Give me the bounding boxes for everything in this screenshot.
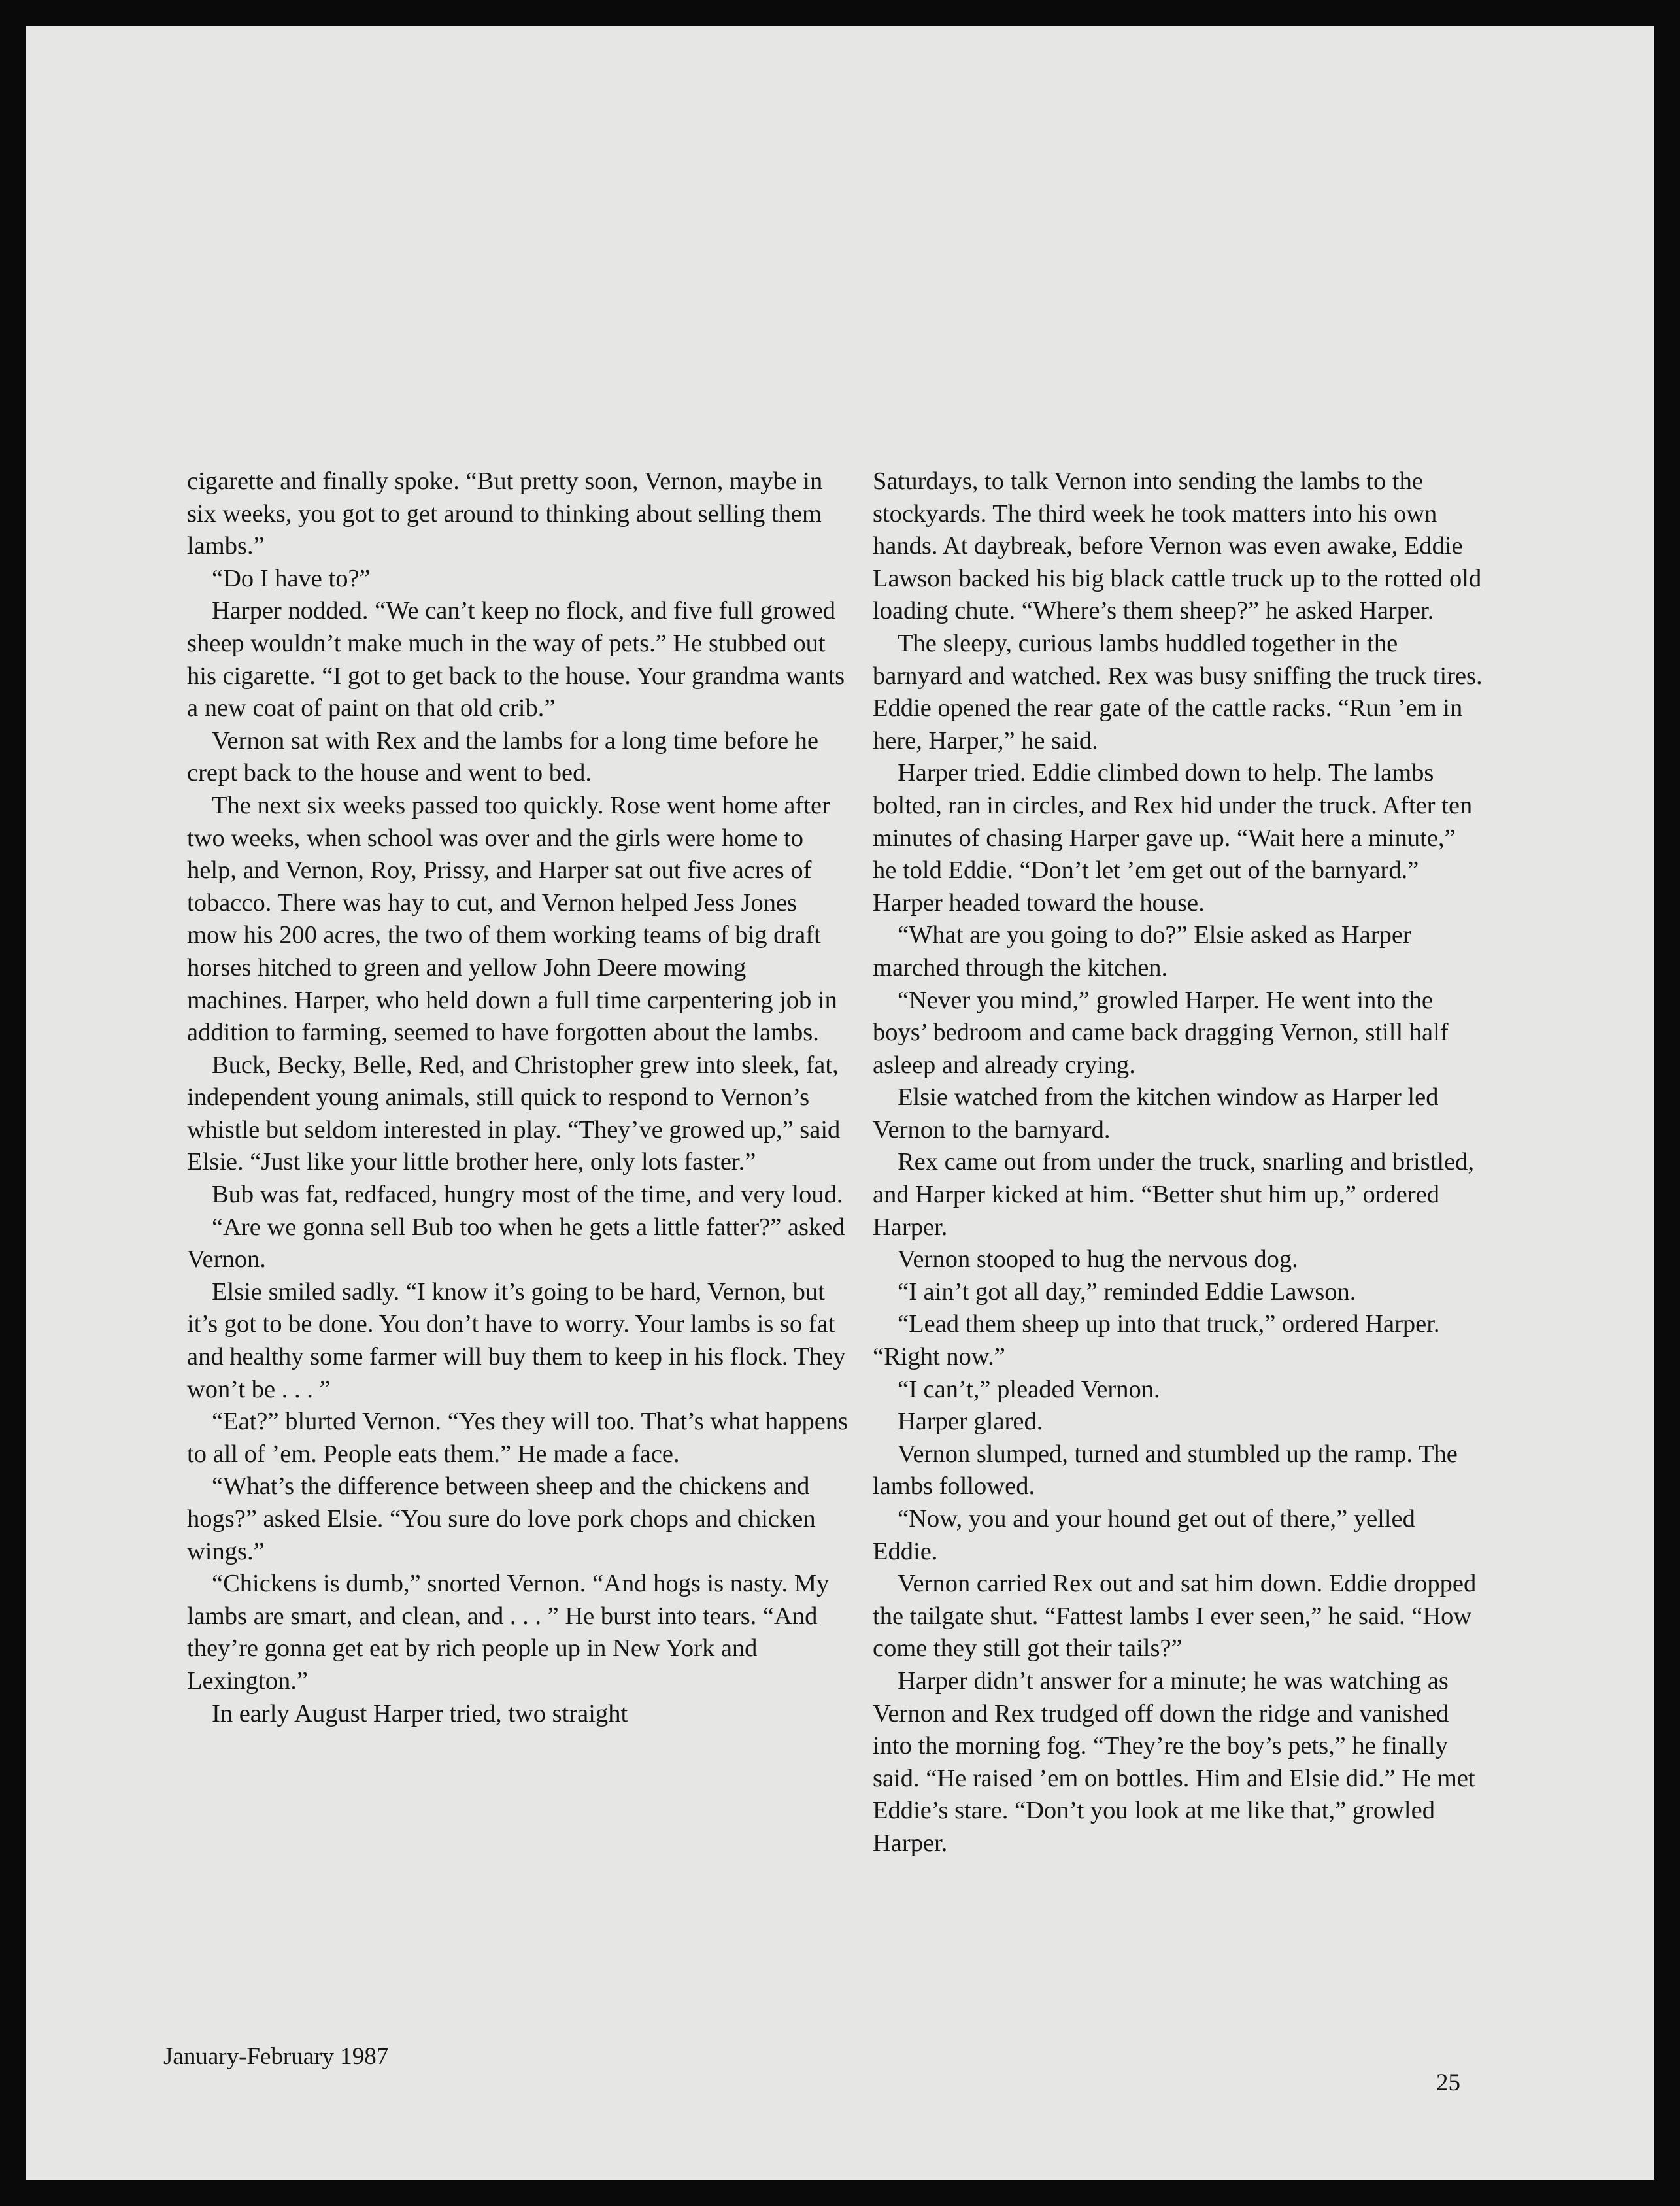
paragraph: “I ain’t got all day,” reminded Eddie Lawson. bbox=[898, 1278, 1356, 1306]
paragraph: Vernon carried Rex out and sat him down. Eddie dropped the tailgate shut. “Fattest lambs I ever seen,” he said. “How come they still got their tails?” bbox=[873, 1570, 1477, 1663]
paragraph: Rex came out from under the truck, snarling and bristled, and Harper kicked at him. “Better shut him up,” ordered Harper. bbox=[873, 1148, 1475, 1241]
paragraph: Vernon slumped, turned and stumbled up the ramp. The lambs followed. bbox=[873, 1440, 1458, 1501]
paragraph: Harper didn’t answer for a minute; he was watching as Vernon and Rex trudged off down the ridge and vanished into the morning fog. “They’re the boy’s pets,” he finally said. “He raised ’em on bottles. Him and Elsie did.” He met Eddie’s stare. “Don’t you look at me like that,” growled Harper. bbox=[873, 1667, 1475, 1857]
paragraph: “Lead them sheep up into that truck,” ordered Harper. “Right now.” bbox=[873, 1310, 1440, 1371]
paragraph: Harper glared. bbox=[898, 1408, 1043, 1436]
issue-date: January-February 1987 bbox=[163, 2043, 389, 2070]
paragraph: “Do I have to?” bbox=[212, 564, 371, 592]
paragraph: Vernon stooped to hug the nervous dog. bbox=[898, 1246, 1298, 1274]
paragraph: Vernon sat with Rex and the lambs for a long time before he crept back to the house and went to bed. bbox=[187, 726, 819, 787]
paragraph: “Now, you and your hound get out of there,” yelled Eddie. bbox=[873, 1505, 1415, 1565]
left-text-column bbox=[187, 466, 848, 1730]
magazine-page bbox=[26, 26, 1654, 2180]
paragraph: Saturdays, to talk Vernon into sending the lambs to the stockyards. The third week he took matters into his own hands. At daybreak, before Vernon was even awake, Eddie Lawson backed his big black cattle truck up to the rotted old loading chute. “Where’s them sheep?” he asked Harper. bbox=[873, 467, 1482, 625]
right-text-column bbox=[873, 466, 1484, 1860]
paragraph: “Never you mind,” growled Harper. He went into the boys’ bedroom and came back dragging Vernon, still half asleep and already crying. bbox=[873, 986, 1449, 1079]
paragraph: “Are we gonna sell Bub too when he gets a little fatter?” asked Vernon. bbox=[187, 1213, 845, 1274]
paragraph: Elsie smiled sadly. “I know it’s going to be hard, Vernon, but it’s got to be done. You don’t have to worry. Your lambs is so fat and healthy some farmer will buy them to keep in his flock. They won’t be . . . ” bbox=[187, 1278, 846, 1403]
paragraph: “Eat?” blurted Vernon. “Yes they will too. That’s what happens to all of ’em. People eats them.” He made a face. bbox=[187, 1408, 848, 1468]
paragraph: “Chickens is dumb,” snorted Vernon. “And hogs is nasty. My lambs are smart, and clean, and . . . ” He burst into tears. “And they’re gonna get eat by rich people up in New York and Lexington.” bbox=[187, 1570, 830, 1695]
paragraph: cigarette and finally spoke. “But pretty soon, Vernon, maybe in six weeks, you got to get around to thinking about selling them lambs.” bbox=[187, 467, 823, 560]
paragraph: “What’s the difference between sheep and the chickens and hogs?” asked Elsie. “You sure do love pork chops and chicken wings.” bbox=[187, 1472, 816, 1565]
paragraph: Harper tried. Eddie climbed down to help. The lambs bolted, ran in circles, and Rex hid under the truck. After ten minutes of chasing Harper gave up. “Wait here a minute,” he told Eddie. “Don’t let ’em get out of the barnyard.” Harper headed toward the house. bbox=[873, 759, 1473, 917]
paragraph: “What are you going to do?” Elsie asked as Harper marched through the kitchen. bbox=[873, 921, 1411, 981]
paragraph: The next six weeks passed too quickly. Rose went home after two weeks, when school was over and the girls were home to help, and Vernon, Roy, Prissy, and Harper sat out five acres of tobacco. There was hay to cut, and Vernon helped Jess Jones mow his 200 acres, the two of them working teams of big draft horses hitched to green and yellow John Deere mowing machines. Harper, who held down a full time carpentering job in addition to farming, seemed to have forgotten about the lambs. bbox=[187, 791, 837, 1047]
paragraph: Harper nodded. “We can’t keep no flock, and five full growed sheep wouldn’t make much in the way of pets.” He stubbed out his cigarette. “I got to get back to the house. Your grandma wants a new coat of paint on that old crib.” bbox=[187, 597, 845, 722]
paragraph: The sleepy, curious lambs huddled together in the barnyard and watched. Rex was busy sniffing the truck tires. Eddie opened the rear gate of the cattle racks. “Run ’em in here, Harper,” he said. bbox=[873, 629, 1483, 755]
paragraph: Elsie watched from the kitchen window as Harper led Vernon to the barnyard. bbox=[873, 1083, 1439, 1144]
paragraph: In early August Harper tried, two straight bbox=[212, 1699, 628, 1727]
page-number: 25 bbox=[1436, 2069, 1460, 2096]
paragraph: Buck, Becky, Belle, Red, and Christopher grew into sleek, fat, independent young animals, still quick to respond to Vernon’s whistle but seldom interested in play. “They’ve growed up,” said Elsie. “Just like your little brother here, only lots faster.” bbox=[187, 1051, 841, 1176]
paragraph: Bub was fat, redfaced, hungry most of the time, and very loud. bbox=[212, 1181, 843, 1209]
paragraph: “I can’t,” pleaded Vernon. bbox=[898, 1375, 1160, 1403]
